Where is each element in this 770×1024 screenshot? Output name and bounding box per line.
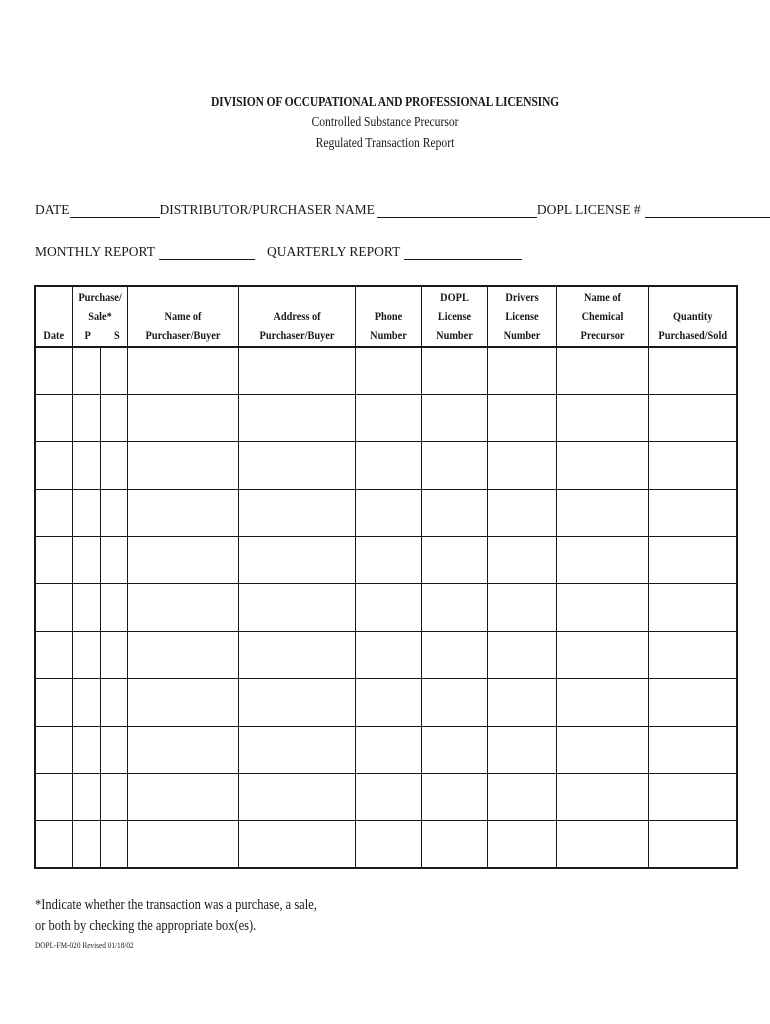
date-cell[interactable] [35,774,72,821]
form-header [0,93,770,153]
quarterly-report-label: QUARTERLY REPORT [266,244,401,259]
date-label: DATE [35,202,70,217]
address-cell[interactable] [238,347,355,394]
drivers-license-cell[interactable] [487,394,556,441]
date-cell[interactable] [35,537,72,584]
date-cell[interactable] [35,394,72,441]
form-subtitle-2: Regulated Transaction Report [315,135,455,150]
purchase-cell[interactable] [72,631,100,678]
address-cell[interactable] [238,394,355,441]
name-cell[interactable] [127,394,238,441]
s-label: S [113,328,120,342]
date-cell[interactable] [35,821,72,868]
quantity-cell[interactable] [648,442,737,489]
chemical-cell[interactable] [556,394,648,441]
phone-cell[interactable] [355,726,421,773]
sale-cell[interactable] [100,394,127,441]
table-row [35,537,737,584]
address-cell[interactable] [238,537,355,584]
chemical-cell[interactable] [556,726,648,773]
name-cell[interactable] [127,442,238,489]
form-code: DOPL-FM-020 Revised 01/18/02 [35,940,134,950]
drivers-license-cell[interactable] [487,774,556,821]
dopl-license-cell[interactable] [421,726,487,773]
col-quantity-header: Quantity Purchased/Sold [648,286,737,347]
table-row [35,821,737,868]
col-drivers-license-header: Drivers License Number [487,286,556,347]
address-cell[interactable] [238,821,355,868]
chemical-cell[interactable] [556,821,648,868]
monthly-report-field[interactable] [159,246,255,260]
dopl-license-cell[interactable] [421,774,487,821]
dopl-license-cell[interactable] [421,537,487,584]
table-row [35,679,737,726]
table-header-row [35,286,737,347]
col-chemical-header: Name of Chemical Precursor [556,286,648,347]
col-dopl-license-header: DOPL License Number [421,286,487,347]
chemical-cell[interactable] [556,489,648,536]
date-field[interactable] [70,204,160,218]
col-name-header: Name of Purchaser/Buyer [127,286,238,347]
identity-fields-row [35,202,770,218]
purchase-cell[interactable] [72,347,100,394]
purchase-cell[interactable] [72,774,100,821]
quantity-cell[interactable] [648,631,737,678]
dopl-license-cell[interactable] [421,347,487,394]
name-cell[interactable] [127,726,238,773]
chemical-cell[interactable] [556,442,648,489]
phone-cell[interactable] [355,489,421,536]
drivers-license-cell[interactable] [487,821,556,868]
dopl-license-cell[interactable] [421,584,487,631]
phone-cell[interactable] [355,774,421,821]
sale-cell[interactable] [100,631,127,678]
purchase-cell[interactable] [72,394,100,441]
quantity-cell[interactable] [648,584,737,631]
col-date-header: Date [35,286,72,347]
phone-cell[interactable] [355,821,421,868]
phone-cell[interactable] [355,679,421,726]
address-cell[interactable] [238,442,355,489]
sale-cell[interactable] [100,537,127,584]
form-title: DIVISION OF OCCUPATIONAL AND PROFESSIONAL LICENSING [210,94,560,109]
phone-cell[interactable] [355,631,421,678]
date-cell[interactable] [35,442,72,489]
name-cell[interactable] [127,584,238,631]
purchase-cell[interactable] [72,726,100,773]
drivers-license-cell[interactable] [487,726,556,773]
phone-cell[interactable] [355,537,421,584]
drivers-license-cell[interactable] [487,631,556,678]
dopl-license-cell[interactable] [421,394,487,441]
table-row [35,584,737,631]
quantity-cell[interactable] [648,347,737,394]
col-phone-header: Phone Number [355,286,421,347]
drivers-license-cell[interactable] [487,347,556,394]
purchase-cell[interactable] [72,584,100,631]
date-cell[interactable] [35,726,72,773]
dopl-license-cell[interactable] [421,821,487,868]
purchase-cell[interactable] [72,679,100,726]
report-period-row [35,244,522,260]
quantity-cell[interactable] [648,821,737,868]
dopl-license-cell[interactable] [421,631,487,678]
phone-cell[interactable] [355,584,421,631]
drivers-license-cell[interactable] [487,442,556,489]
quantity-cell[interactable] [648,726,737,773]
sale-cell[interactable] [100,726,127,773]
sale-cell[interactable] [100,442,127,489]
dopl-license-label: DOPL LICENSE # [536,202,641,217]
phone-cell[interactable] [355,347,421,394]
table-row [35,394,737,441]
drivers-license-cell[interactable] [487,537,556,584]
address-cell[interactable] [238,726,355,773]
table-row [35,442,737,489]
distributor-label: DISTRIBUTOR/PURCHASER NAME [159,202,375,217]
name-cell[interactable] [127,489,238,536]
name-cell[interactable] [127,631,238,678]
address-cell[interactable] [238,489,355,536]
chemical-cell[interactable] [556,679,648,726]
address-cell[interactable] [238,584,355,631]
col-address-header: Address of Purchaser/Buyer [238,286,355,347]
dopl-license-cell[interactable] [421,442,487,489]
dopl-license-field[interactable] [645,204,770,218]
drivers-license-cell[interactable] [487,584,556,631]
chemical-cell[interactable] [556,774,648,821]
chemical-cell[interactable] [556,631,648,678]
drivers-license-cell[interactable] [487,489,556,536]
phone-cell[interactable] [355,394,421,441]
name-cell[interactable] [127,537,238,584]
quantity-cell[interactable] [648,679,737,726]
address-cell[interactable] [238,631,355,678]
sale-cell[interactable] [100,679,127,726]
table-row [35,489,737,536]
quantity-cell[interactable] [648,774,737,821]
purchase-cell[interactable] [72,442,100,489]
sale-cell[interactable] [100,821,127,868]
monthly-report-label: MONTHLY REPORT [35,244,155,259]
transaction-table [34,285,738,869]
quantity-cell[interactable] [648,394,737,441]
distributor-name-field[interactable] [377,204,537,218]
sale-cell[interactable] [100,489,127,536]
table-row [35,774,737,821]
quantity-cell[interactable] [648,489,737,536]
date-cell[interactable] [35,584,72,631]
date-cell[interactable] [35,347,72,394]
footnote-line-2: or both by checking the appropriate box(es). [35,918,257,934]
date-cell[interactable] [35,489,72,536]
p-label: P [84,328,91,342]
chemical-cell[interactable] [556,537,648,584]
footnote-line-1: *Indicate whether the transaction was a purchase, a sale, [35,897,317,913]
table-row [35,726,737,773]
chemical-cell[interactable] [556,347,648,394]
sale-cell[interactable] [100,774,127,821]
dopl-license-cell[interactable] [421,489,487,536]
dopl-license-cell[interactable] [421,679,487,726]
address-cell[interactable] [238,679,355,726]
purchase-cell[interactable] [72,537,100,584]
date-cell[interactable] [35,679,72,726]
purchase-cell[interactable] [72,489,100,536]
purchase-cell[interactable] [72,821,100,868]
footnote [35,895,317,937]
name-cell[interactable] [127,679,238,726]
form-subtitle: Controlled Substance Precursor [311,114,459,129]
date-cell[interactable] [35,631,72,678]
name-cell[interactable] [127,821,238,868]
quantity-cell[interactable] [648,537,737,584]
table-body [35,347,737,868]
chemical-cell[interactable] [556,584,648,631]
name-cell[interactable] [127,347,238,394]
quarterly-report-field[interactable] [404,246,522,260]
table-row [35,347,737,394]
name-cell[interactable] [127,774,238,821]
col-purchase-sale-header: Purchase/ Sale* P S [72,286,127,347]
address-cell[interactable] [238,774,355,821]
drivers-license-cell[interactable] [487,679,556,726]
sale-cell[interactable] [100,347,127,394]
table-row [35,631,737,678]
sale-cell[interactable] [100,584,127,631]
phone-cell[interactable] [355,442,421,489]
